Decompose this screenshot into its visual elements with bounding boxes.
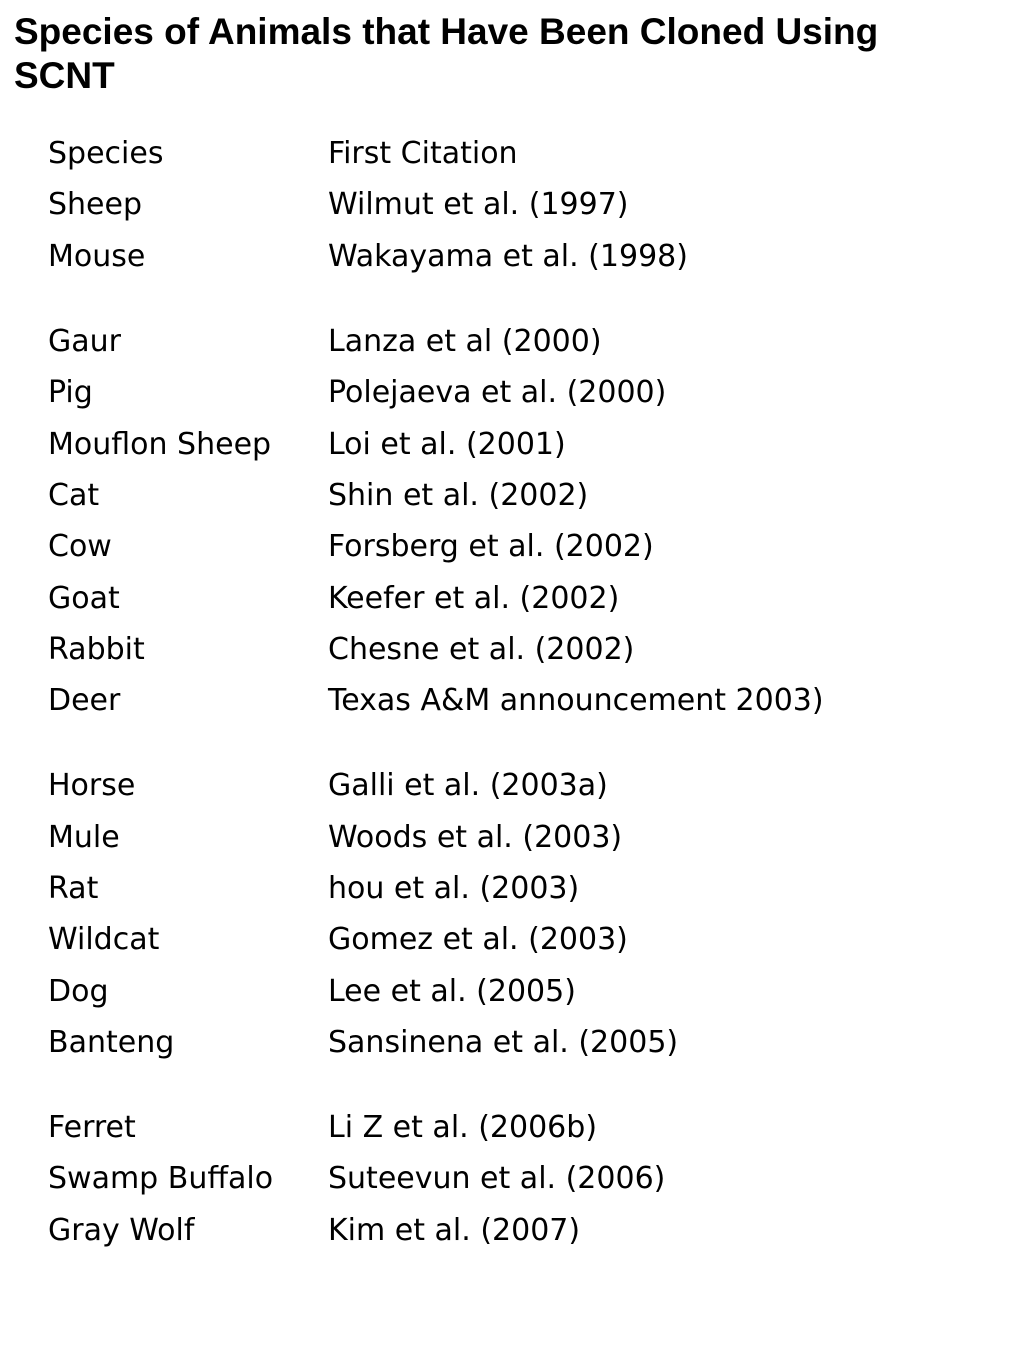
species-cell: Swamp Buffalo [48, 1161, 274, 1197]
species-cell: Goat [48, 580, 120, 616]
species-cell: Cat [48, 477, 100, 513]
species-cell: Rabbit [48, 631, 145, 667]
citation-cell: Lee et al. (2005) [328, 973, 576, 1009]
species-cell: Sheep [48, 187, 143, 223]
table-row [48, 675, 988, 726]
table-row [48, 863, 988, 914]
table-row [48, 1153, 988, 1204]
citation-cell: Woods et al. (2003) [328, 819, 623, 855]
species-cell: Banteng [48, 1024, 175, 1060]
citation-cell: Galli et al. (2003a) [328, 768, 608, 804]
species-cell: Cow [48, 529, 112, 565]
species-cell: Rat [48, 871, 99, 906]
table-row [48, 1017, 988, 1068]
citation-cell: Li Z et al. (2006b) [328, 1110, 598, 1146]
table-row [48, 316, 988, 367]
table-header [48, 128, 988, 179]
species-cell: Horse [48, 768, 136, 804]
table-row [48, 367, 988, 418]
species-cell: Mule [48, 819, 120, 855]
citation-cell: Lanza et al (2000) [328, 324, 602, 360]
citation-cell: Sansinena et al. (2005) [328, 1024, 679, 1060]
species-cell: Dog [48, 973, 109, 1009]
species-cell: Wildcat [48, 922, 160, 958]
table-row [48, 179, 988, 230]
table-row [48, 231, 988, 282]
citation-cell: Shin et al. (2002) [328, 477, 589, 513]
species-cell: Mouse [48, 238, 146, 274]
citation-cell: Forsberg et al. (2002) [328, 529, 654, 565]
citation-cell: Suteevun et al. (2006) [328, 1161, 666, 1197]
table-row [48, 572, 988, 623]
table-row [48, 470, 988, 521]
table-row [48, 624, 988, 675]
table-row [48, 1102, 988, 1153]
species-cell: Pig [48, 375, 93, 411]
citation-cell: Keefer et al. (2002) [328, 580, 620, 616]
citation-cell: Chesne et al. (2002) [328, 631, 635, 667]
citation-cell: Wilmut et al. (1997) [328, 187, 629, 223]
species-cell: Mouflon Sheep [48, 426, 272, 462]
page-title: Species of Animals that Have Been Cloned Using SCNT [14, 11, 879, 96]
table-row [48, 760, 988, 811]
species-table [48, 128, 988, 1256]
citation-cell: Loi et al. (2001) [328, 426, 566, 462]
header-citation: First Citation [328, 136, 518, 172]
species-cell: Deer [48, 683, 121, 719]
table-row [48, 418, 988, 469]
citation-cell: Texas A&M announcement 2003) [328, 683, 824, 719]
table-row [48, 812, 988, 863]
citation-cell: Polejaeva et al. (2000) [328, 375, 667, 411]
citation-cell: Wakayama et al. (1998) [328, 238, 688, 274]
species-cell: Ferret [48, 1110, 136, 1146]
species-cell: Gray Wolf [48, 1212, 195, 1248]
table-row [48, 521, 988, 572]
header-species: Species [48, 136, 164, 172]
table-row [48, 1205, 988, 1256]
table-row [48, 914, 988, 965]
citation-cell: hou et al. (2003) [328, 871, 580, 906]
species-cell: Gaur [48, 324, 121, 360]
citation-cell: Kim et al. (2007) [328, 1212, 581, 1248]
table-row [48, 965, 988, 1016]
citation-cell: Gomez et al. (2003) [328, 922, 628, 958]
